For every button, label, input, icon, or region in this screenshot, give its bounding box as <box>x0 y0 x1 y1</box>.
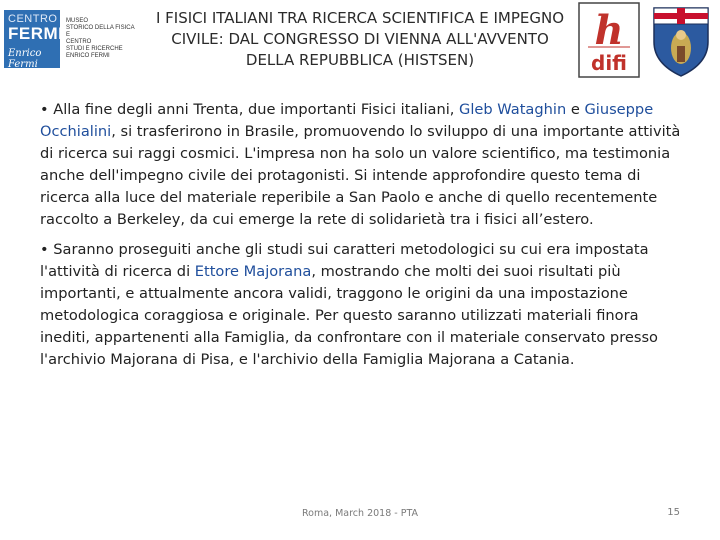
logo-signature: Enrico Fermi <box>8 48 42 70</box>
logo-mark-line2: FERMI <box>8 24 64 43</box>
paragraph-text: Alla fine degli anni Trenta, due importanti Fisici italiani, <box>48 101 460 118</box>
logo-text-line: E <box>66 32 71 38</box>
page-title: I FISICI ITALIANI TRA RICERCA SCIENTIFICA E IMPEGNO CIVILE: DAL CONGRESSO DI VIENNA ALL'AVVENTO DELLA REPUBBLICA (HISTSEN) <box>155 9 565 69</box>
bullet-mark: • <box>40 101 49 118</box>
logo-text-line: MUSEO <box>66 18 89 24</box>
centro-fermi-mark <box>4 10 64 70</box>
difi-logo <box>578 2 640 78</box>
paragraph-text: , si trasferirono in Brasile, promuovendo lo sviluppo di una importante attività di ricerca sui raggi cosmici. L'impresa non ha solo un valore scientifico, ma testimonia anche dell'impegno civile dei protagonisti. Si intende approfondire questo tema di ricerca alla luce del materiale reperibile a San Paolo e anche di quello recentemente raccolto a Berkeley, da cui emerge la rete di solidarietà tra i fisici all’estero. <box>40 123 681 228</box>
bullet-paragraph <box>40 99 690 231</box>
highlight-name: Giuseppe Occhialini <box>40 101 654 140</box>
logo-text-line: ENRICO FERMI <box>66 53 110 59</box>
difi-letter: h <box>594 7 624 54</box>
page-number: 15 <box>667 507 680 518</box>
difi-text: difi <box>591 51 627 75</box>
paragraph-text: , mostrando che molti dei suoi risultati più importanti, e attualmente ancora validi, traggono le origini da una impostazione metodologica coraggiosa e originale. Per questo saranno utilizzati materiali finora inediti, appartenenti alla Famiglia, da confrontare con il materiale conservato presso l'archivio Majorana di Pisa, e l'archivio della Famiglia Majorana a Catania. <box>40 263 658 368</box>
logo-mark-line1: CENTRO <box>8 13 58 25</box>
bullet-mark: • <box>40 241 49 258</box>
coat-of-arms-icon <box>648 2 714 78</box>
highlight-name: Ettore Majorana <box>194 263 312 280</box>
logo-text-line: CENTRO <box>66 39 92 45</box>
highlight-name: Gleb Wataghin <box>459 101 567 118</box>
bullet-paragraph <box>40 239 690 371</box>
body-content <box>40 99 690 379</box>
centro-fermi-logo <box>4 10 136 70</box>
paragraph-text: e <box>566 101 585 118</box>
paragraph-text: Saranno proseguiti anche gli studi sui caratteri metodologici su cui era impostata l'attività di ricerca di <box>40 241 649 280</box>
centro-fermi-text <box>66 18 142 60</box>
logo-text-line: STORICO DELLA FISICA <box>66 25 135 31</box>
footer-text: Roma, March 2018 - PTA <box>301 508 419 519</box>
logo-text-line: STUDI E RICERCHE <box>66 46 123 52</box>
